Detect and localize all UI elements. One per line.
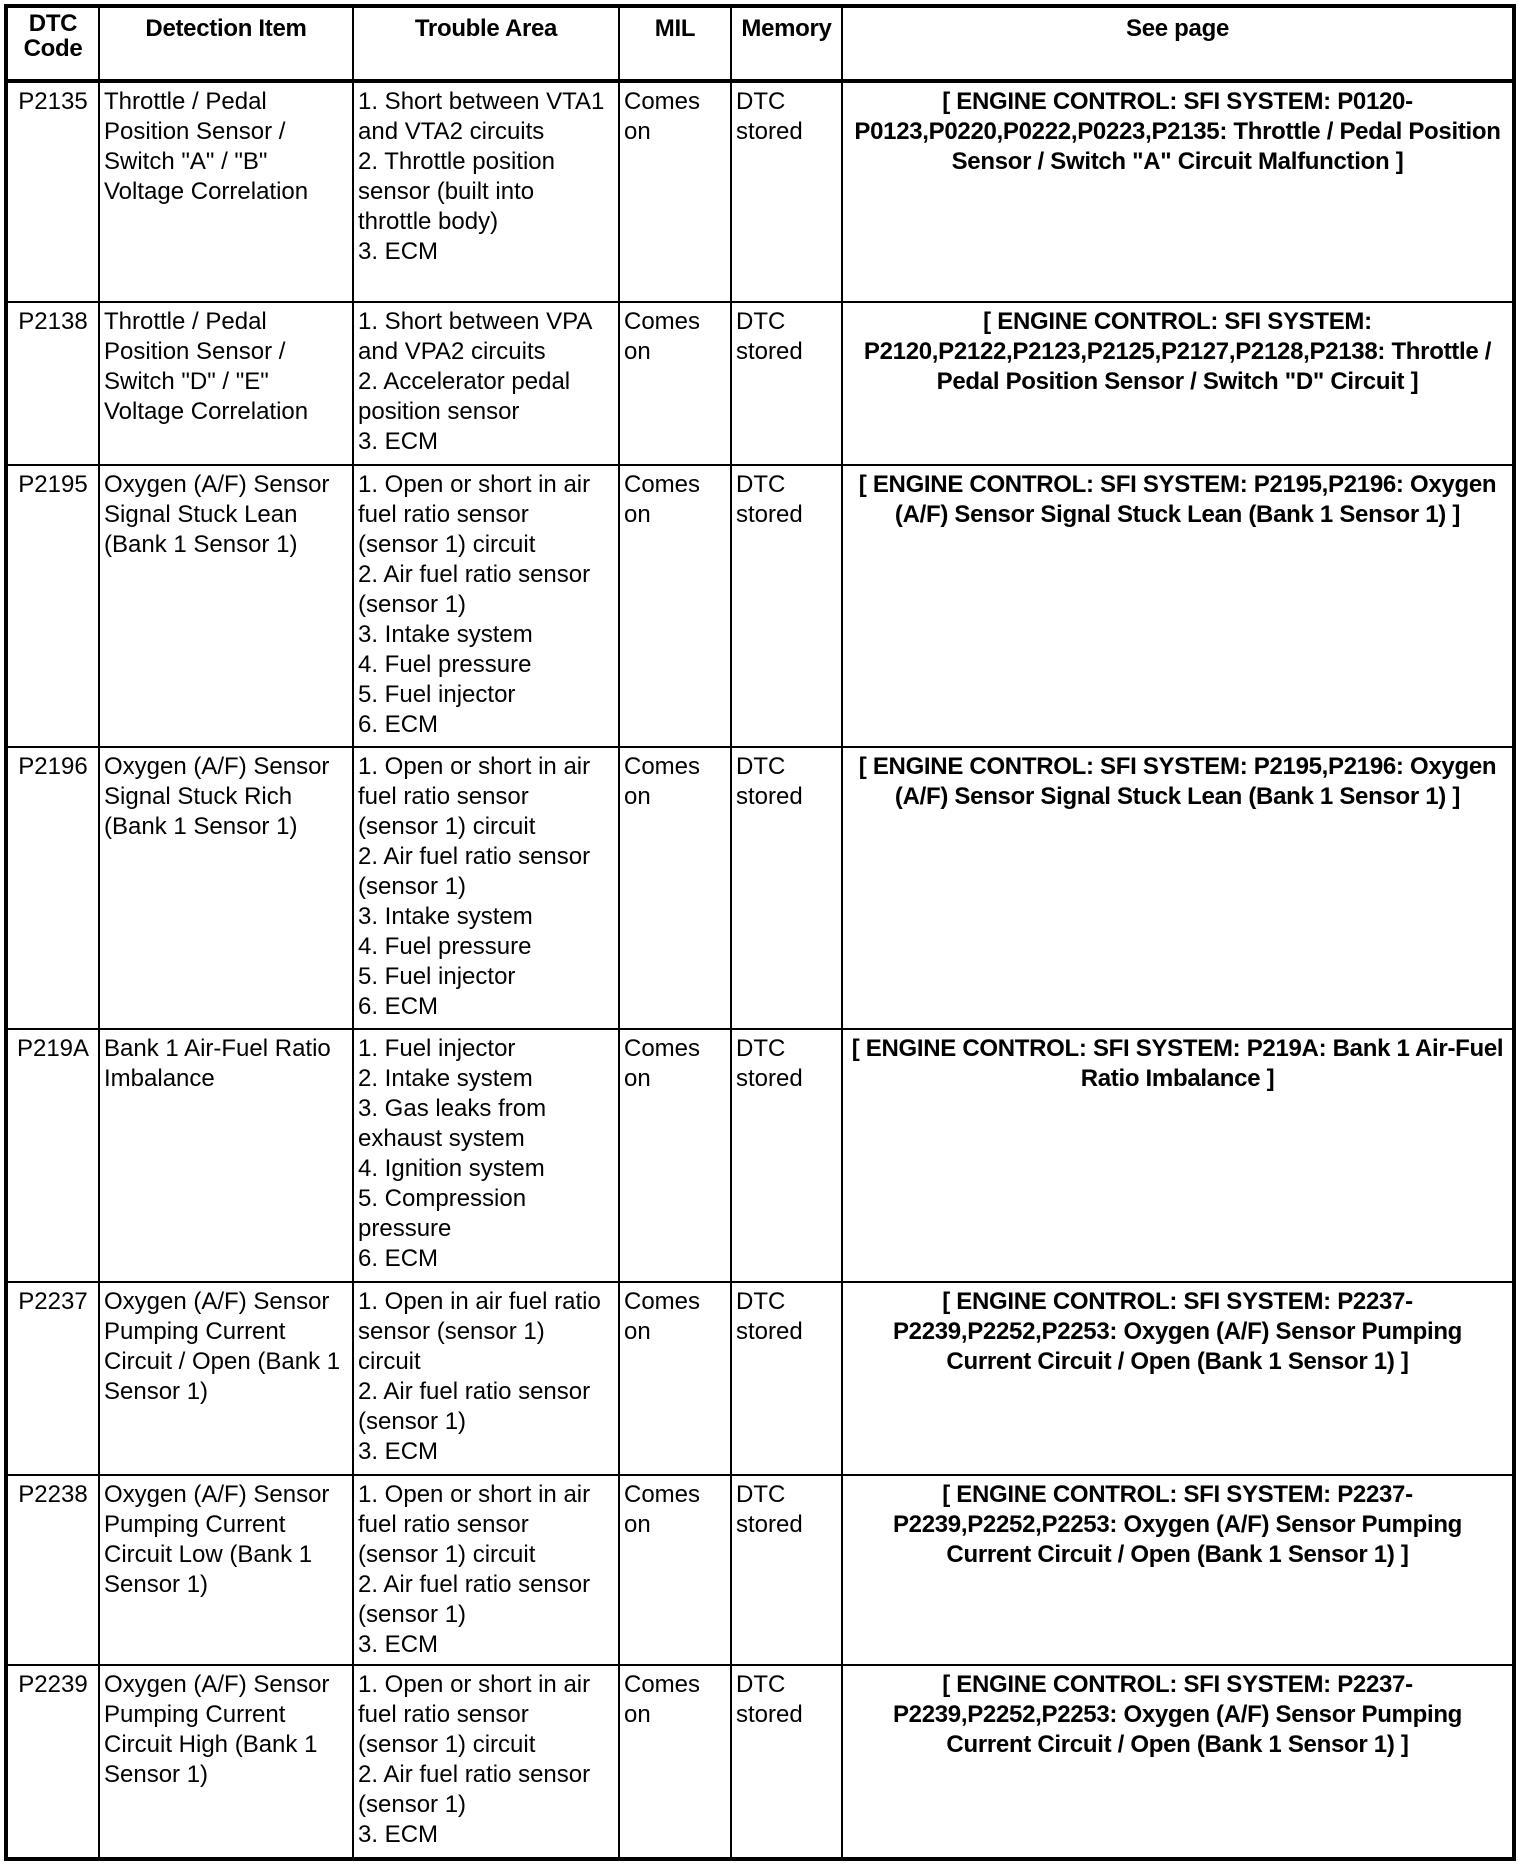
trouble-area-item: 6. ECM bbox=[358, 711, 439, 738]
mil-status: Comes on bbox=[619, 465, 731, 747]
memory-status: DTC stored bbox=[731, 81, 842, 302]
mil-status: Comes on bbox=[619, 1475, 731, 1665]
trouble-area bbox=[353, 465, 619, 747]
see-page-link[interactable]: [ ENGINE CONTROL: SFI SYSTEM: P2195,P2196: Oxygen (A/F) Sensor Signal Stuck Lean (Bank 1 Sensor 1) ] bbox=[842, 747, 1514, 1029]
table-row bbox=[6, 1475, 1514, 1665]
trouble-area-item: 4. Ignition system bbox=[358, 1155, 545, 1182]
dtc-code: P2135 bbox=[6, 81, 99, 302]
trouble-area-item: 2. Air fuel ratio sensor (sensor 1) bbox=[358, 1571, 591, 1628]
trouble-area-item: 1. Open or short in air fuel ratio sensor (sensor 1) circuit bbox=[358, 471, 591, 558]
detection-item: Oxygen (A/F) Sensor Signal Stuck Rich (Bank 1 Sensor 1) bbox=[99, 747, 353, 1029]
trouble-area-item: 2. Air fuel ratio sensor (sensor 1) bbox=[358, 1378, 591, 1435]
detection-item: Throttle / Pedal Position Sensor / Switch "A" / "B" Voltage Correlation bbox=[99, 81, 353, 302]
memory-status: DTC stored bbox=[731, 302, 842, 465]
table-row bbox=[6, 1665, 1514, 1859]
see-page-link[interactable]: [ ENGINE CONTROL: SFI SYSTEM: P2195,P2196: Oxygen (A/F) Sensor Signal Stuck Lean (Bank 1 Sensor 1) ] bbox=[842, 465, 1514, 747]
trouble-area-item: 3. ECM bbox=[358, 1438, 439, 1465]
dtc-code: P2238 bbox=[6, 1475, 99, 1665]
trouble-area-item: 2. Air fuel ratio sensor (sensor 1) bbox=[358, 561, 591, 618]
trouble-area-item: 2. Air fuel ratio sensor (sensor 1) bbox=[358, 843, 591, 900]
see-page-link[interactable]: [ ENGINE CONTROL: SFI SYSTEM: P2237-P2239,P2252,P2253: Oxygen (A/F) Sensor Pumping Current Circuit / Open (Bank 1 Sensor 1) ] bbox=[842, 1665, 1514, 1859]
table-row bbox=[6, 1029, 1514, 1282]
trouble-area-item: 3. ECM bbox=[358, 238, 439, 265]
see-page-link[interactable]: [ ENGINE CONTROL: SFI SYSTEM: P219A: Bank 1 Air-Fuel Ratio Imbalance ] bbox=[842, 1029, 1514, 1282]
trouble-area-item: 3. Gas leaks from exhaust system bbox=[358, 1095, 547, 1152]
trouble-area-item: 2. Intake system bbox=[358, 1065, 533, 1092]
mil-status: Comes on bbox=[619, 1282, 731, 1475]
trouble-area-item: 1. Open or short in air fuel ratio sensor (sensor 1) circuit bbox=[358, 1481, 591, 1568]
trouble-area-item: 3. ECM bbox=[358, 1821, 439, 1848]
detection-item: Bank 1 Air-Fuel Ratio Imbalance bbox=[99, 1029, 353, 1282]
trouble-area bbox=[353, 1029, 619, 1282]
dtc-code: P2237 bbox=[6, 1282, 99, 1475]
header-see-page: See page bbox=[842, 6, 1514, 81]
table-row bbox=[6, 302, 1514, 465]
trouble-area-item: 3. Intake system bbox=[358, 621, 533, 648]
trouble-area-item: 2. Air fuel ratio sensor (sensor 1) bbox=[358, 1761, 591, 1818]
trouble-area-item: 5. Fuel injector bbox=[358, 963, 516, 990]
header-trouble-area: Trouble Area bbox=[353, 6, 619, 81]
detection-item: Oxygen (A/F) Sensor Signal Stuck Lean (Bank 1 Sensor 1) bbox=[99, 465, 353, 747]
header-detection-item: Detection Item bbox=[99, 6, 353, 81]
trouble-area bbox=[353, 1475, 619, 1665]
trouble-area bbox=[353, 747, 619, 1029]
header-memory: Memory bbox=[731, 6, 842, 81]
trouble-area-item: 4. Fuel pressure bbox=[358, 651, 532, 678]
see-page-link[interactable]: [ ENGINE CONTROL: SFI SYSTEM: P0120-P0123,P0220,P0222,P0223,P2135: Throttle / Pedal Position Sensor / Switch "A" Circuit Malfunction ] bbox=[842, 81, 1514, 302]
trouble-area-item: 3. ECM bbox=[358, 1631, 439, 1658]
header-mil: MIL bbox=[619, 6, 731, 81]
table-row bbox=[6, 1282, 1514, 1475]
trouble-area-item: 1. Open or short in air fuel ratio sensor (sensor 1) circuit bbox=[358, 753, 591, 840]
memory-status: DTC stored bbox=[731, 1282, 842, 1475]
trouble-area bbox=[353, 302, 619, 465]
trouble-area-item: 6. ECM bbox=[358, 1245, 439, 1272]
trouble-area-item: 2. Throttle position sensor (built into throttle body) bbox=[358, 148, 556, 235]
trouble-area-item: 1. Fuel injector bbox=[358, 1035, 516, 1062]
header-dtc-code: DTC Code bbox=[6, 6, 99, 81]
dtc-code: P2239 bbox=[6, 1665, 99, 1859]
see-page-link[interactable]: [ ENGINE CONTROL: SFI SYSTEM: P2237-P2239,P2252,P2253: Oxygen (A/F) Sensor Pumping Current Circuit / Open (Bank 1 Sensor 1) ] bbox=[842, 1475, 1514, 1665]
dtc-code: P219A bbox=[6, 1029, 99, 1282]
table-row bbox=[6, 747, 1514, 1029]
detection-item: Throttle / Pedal Position Sensor / Switch "D" / "E" Voltage Correlation bbox=[99, 302, 353, 465]
detection-item: Oxygen (A/F) Sensor Pumping Current Circuit High (Bank 1 Sensor 1) bbox=[99, 1665, 353, 1859]
trouble-area-item: 2. Accelerator pedal position sensor bbox=[358, 368, 571, 425]
mil-status: Comes on bbox=[619, 1029, 731, 1282]
trouble-area-item: 1. Short between VPA and VPA2 circuits bbox=[358, 308, 592, 365]
memory-status: DTC stored bbox=[731, 465, 842, 747]
trouble-area-item: 1. Open or short in air fuel ratio sensor (sensor 1) circuit bbox=[358, 1671, 591, 1758]
trouble-area-item: 1. Short between VTA1 and VTA2 circuits bbox=[358, 88, 605, 145]
trouble-area-item: 5. Fuel injector bbox=[358, 681, 516, 708]
table-header-row bbox=[6, 6, 1514, 81]
see-page-link[interactable]: [ ENGINE CONTROL: SFI SYSTEM: P2120,P2122,P2123,P2125,P2127,P2128,P2138: Throttle / Pedal Position Sensor / Switch "D" Circuit ] bbox=[842, 302, 1514, 465]
table-row bbox=[6, 465, 1514, 747]
dtc-table bbox=[4, 4, 1516, 1861]
trouble-area bbox=[353, 1282, 619, 1475]
trouble-area-item: 5. Compression pressure bbox=[358, 1185, 527, 1242]
mil-status: Comes on bbox=[619, 81, 731, 302]
memory-status: DTC stored bbox=[731, 1029, 842, 1282]
trouble-area-item: 3. ECM bbox=[358, 428, 439, 455]
dtc-code: P2196 bbox=[6, 747, 99, 1029]
trouble-area-item: 4. Fuel pressure bbox=[358, 933, 532, 960]
table-row bbox=[6, 81, 1514, 302]
trouble-area bbox=[353, 1665, 619, 1859]
trouble-area-item: 6. ECM bbox=[358, 993, 439, 1020]
trouble-area-item: 1. Open in air fuel ratio sensor (sensor 1) circuit bbox=[358, 1288, 601, 1375]
see-page-link[interactable]: [ ENGINE CONTROL: SFI SYSTEM: P2237-P2239,P2252,P2253: Oxygen (A/F) Sensor Pumping Current Circuit / Open (Bank 1 Sensor 1) ] bbox=[842, 1282, 1514, 1475]
trouble-area-item: 3. Intake system bbox=[358, 903, 533, 930]
mil-status: Comes on bbox=[619, 747, 731, 1029]
dtc-code: P2138 bbox=[6, 302, 99, 465]
dtc-code: P2195 bbox=[6, 465, 99, 747]
trouble-area bbox=[353, 81, 619, 302]
memory-status: DTC stored bbox=[731, 1665, 842, 1859]
memory-status: DTC stored bbox=[731, 1475, 842, 1665]
detection-item: Oxygen (A/F) Sensor Pumping Current Circuit Low (Bank 1 Sensor 1) bbox=[99, 1475, 353, 1665]
memory-status: DTC stored bbox=[731, 747, 842, 1029]
mil-status: Comes on bbox=[619, 1665, 731, 1859]
detection-item: Oxygen (A/F) Sensor Pumping Current Circuit / Open (Bank 1 Sensor 1) bbox=[99, 1282, 353, 1475]
mil-status: Comes on bbox=[619, 302, 731, 465]
